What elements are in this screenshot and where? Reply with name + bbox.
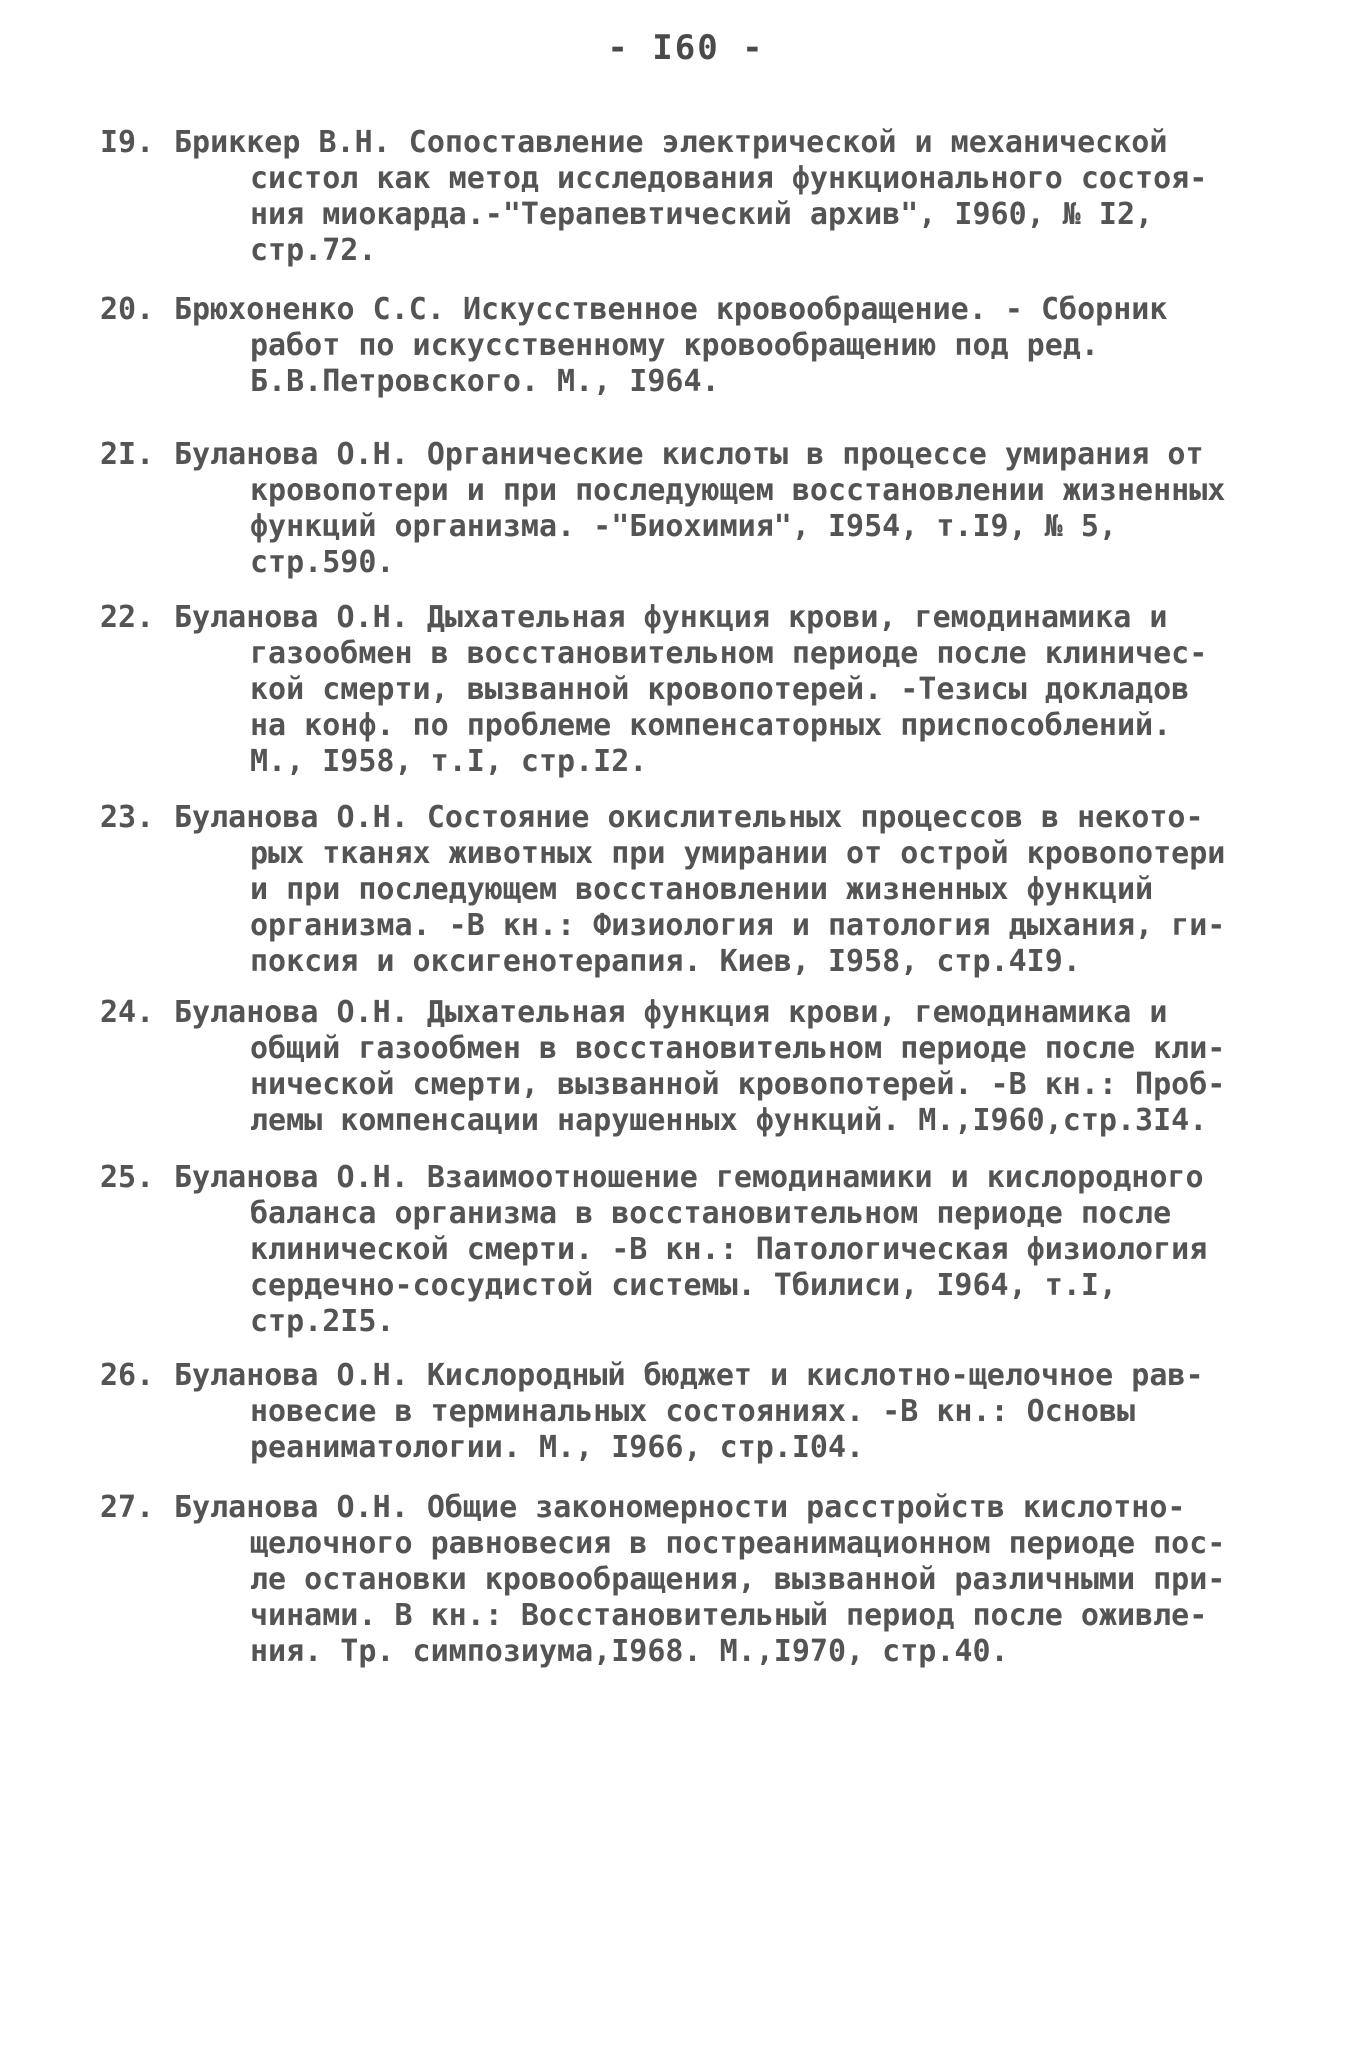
entry-text-line: Буланова О.Н. Кислородный бюджет и кислотно-щелочное рав- bbox=[174, 1358, 1204, 1393]
bibliography-entry bbox=[100, 1160, 1270, 1340]
bibliography-entry bbox=[100, 437, 1270, 581]
entry-text-line: чинами. В кн.: Восстановительный период после оживле- bbox=[250, 1598, 1208, 1633]
entry-text-line: работ по искусственному кровообращению под ред. bbox=[250, 328, 1099, 363]
entry-text-line: организма. -В кн.: Физиология и патология дыхания, ги- bbox=[250, 908, 1226, 943]
entry-text-line: сердечно-сосудистой системы. Тбилиси, I964, т.I, bbox=[250, 1268, 1117, 1303]
bibliography-entry bbox=[100, 292, 1270, 400]
entry-text-line: Буланова О.Н. Состояние окислительных процессов в некото- bbox=[174, 800, 1204, 835]
entry-text-line: Буланова О.Н. Органические кислоты в процессе умирания от bbox=[174, 437, 1204, 472]
bibliography-entry bbox=[100, 125, 1270, 269]
entry-number: 2I. bbox=[100, 437, 155, 472]
entry-text-line: клинической смерти. -В кн.: Патологическая физиология bbox=[250, 1232, 1208, 1267]
entry-number: 22. bbox=[100, 600, 155, 635]
entry-number: 26. bbox=[100, 1358, 155, 1393]
entry-text-line: кой смерти, вызванной кровопотерей. -Тезисы докладов bbox=[250, 672, 1190, 707]
entry-number: I9. bbox=[100, 125, 155, 160]
entry-number: 20. bbox=[100, 292, 155, 327]
entry-text-line: общий газообмен в восстановительном периоде после кли- bbox=[250, 1031, 1226, 1066]
entry-text-line: поксия и оксигенотерапия. Киев, I958, стр.4I9. bbox=[250, 944, 1081, 979]
entry-text-line: ле остановки кровообращения, вызванной различными при- bbox=[250, 1562, 1226, 1597]
entry-text-line: газообмен в восстановительном периоде после клиничес- bbox=[250, 636, 1208, 671]
entry-text-line: систол как метод исследования функционального состоя- bbox=[250, 161, 1208, 196]
bibliography-entry bbox=[100, 600, 1270, 780]
entry-number: 23. bbox=[100, 800, 155, 835]
entry-text-line: Буланова О.Н. Дыхательная функция крови, гемодинамика и bbox=[174, 995, 1168, 1030]
entry-text-line: Брюхоненко С.С. Искусственное кровообращение. - Сборник bbox=[174, 292, 1168, 327]
entry-text-line: кровопотери и при последующем восстановлении жизненных bbox=[250, 473, 1226, 508]
entry-text-line: Б.В.Петровского. М., I964. bbox=[250, 364, 720, 399]
entry-text-line: ния. Тр. симпозиума,I968. М.,I970, стр.40. bbox=[250, 1634, 1009, 1669]
bibliography-entry bbox=[100, 1490, 1270, 1670]
entry-text-line: реаниматологии. М., I966, стр.I04. bbox=[250, 1430, 865, 1465]
bibliography-entry bbox=[100, 1358, 1270, 1466]
bibliography-entry bbox=[100, 995, 1270, 1139]
entry-text-line: М., I958, т.I, стр.I2. bbox=[250, 744, 648, 779]
entry-text-line: Буланова О.Н. Общие закономерности расстройств кислотно- bbox=[174, 1490, 1186, 1525]
entry-text-line: стр.590. bbox=[250, 545, 395, 580]
entry-text-line: на конф. по проблеме компенсаторных приспособлений. bbox=[250, 708, 1172, 743]
entry-text-line: и при последующем восстановлении жизненных функций bbox=[250, 872, 1154, 907]
entry-text-line: стр.2I5. bbox=[250, 1304, 395, 1339]
entry-text-line: нической смерти, вызванной кровопотерей. -В кн.: Проб- bbox=[250, 1067, 1226, 1102]
entry-text-line: рых тканях животных при умирании от острой кровопотери bbox=[250, 836, 1226, 871]
entry-text-line: щелочного равновесия в постреанимационном периоде пос- bbox=[250, 1526, 1226, 1561]
entry-text-line: стр.72. bbox=[250, 233, 377, 268]
entry-number: 25. bbox=[100, 1160, 155, 1195]
entry-text-line: лемы компенсации нарушенных функций. М.,I960,стр.3I4. bbox=[250, 1103, 1208, 1138]
entry-text-line: Буланова О.Н. Взаимоотношение гемодинамики и кислородного bbox=[174, 1160, 1204, 1195]
entry-text-line: Бриккер В.Н. Сопоставление электрической и механической bbox=[174, 125, 1168, 160]
entry-text-line: баланса организма в восстановительном периоде после bbox=[250, 1196, 1172, 1231]
entry-number: 27. bbox=[100, 1490, 155, 1525]
entry-text-line: Буланова О.Н. Дыхательная функция крови, гемодинамика и bbox=[174, 600, 1168, 635]
page-number: - I60 - bbox=[607, 28, 765, 68]
entry-number: 24. bbox=[100, 995, 155, 1030]
bibliography-entry bbox=[100, 800, 1270, 980]
entry-text-line: функций организма. -"Биохимия", I954, т.I9, № 5, bbox=[250, 509, 1117, 544]
entry-text-line: новесие в терминальных состояниях. -В кн.: Основы bbox=[250, 1394, 1136, 1429]
entry-text-line: ния миокарда.-"Терапевтический архив", I960, № I2, bbox=[250, 197, 1154, 232]
